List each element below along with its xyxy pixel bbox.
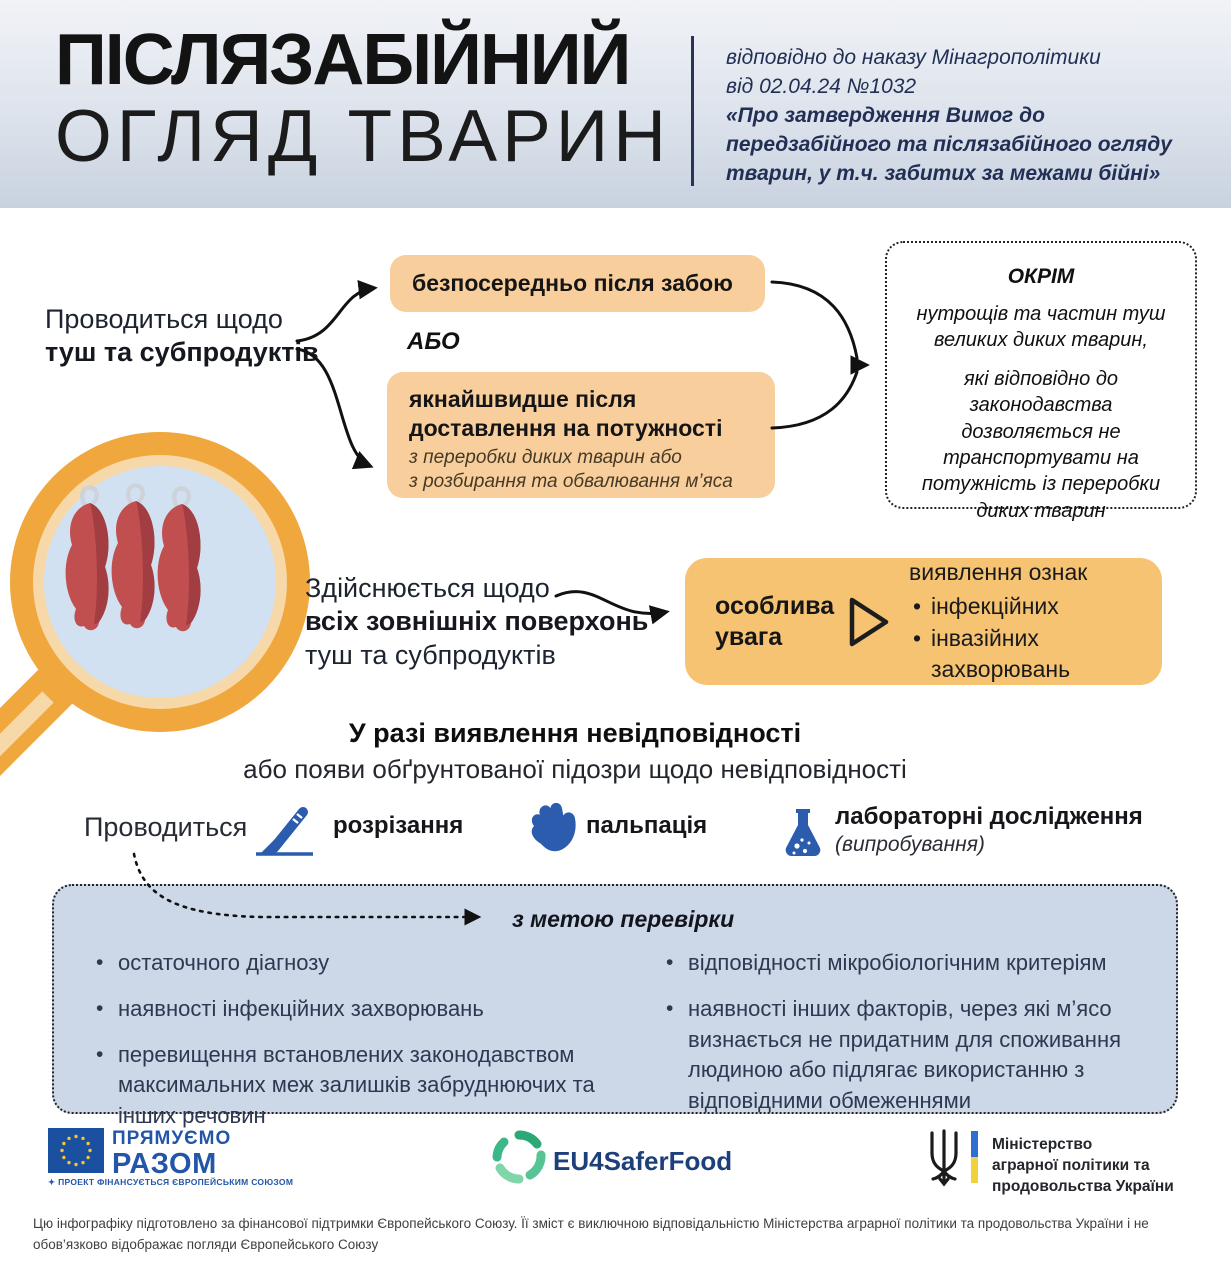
signs-title: виявлення ознак xyxy=(909,559,1088,586)
purpose-box xyxy=(52,884,1178,1129)
scope-lead-line2: туш та субпродуктів xyxy=(45,337,319,368)
special-attention-label-line2: увага xyxy=(715,622,783,651)
eu4saferfood-swirl-icon xyxy=(492,1130,546,1184)
purpose-item: • наявності інших факторів, через які м’ясо визнається не придатним для споживання людиною або підлягає використанню з відповідними обмеженнями xyxy=(662,994,1168,1117)
legal-reference xyxy=(726,44,1191,189)
disclaimer-text: Цю інфографіку підготовлено за фінансової підтримки Європейського Союзу. Її зміст є виключною відповідальністю Міністерства аграрної політики та продовольства України і не обов’язково відображає погляди Європейського Союзу xyxy=(33,1216,1149,1252)
header-band xyxy=(0,0,1231,208)
eu-logo-text-line1: ПРЯМУЄМО xyxy=(112,1128,232,1149)
hand-icon xyxy=(527,799,581,857)
flask-icon xyxy=(780,806,826,864)
ministry-logo-text-line3: продовольства України xyxy=(992,1178,1174,1196)
ministry-logo-text-line1: Міністерство xyxy=(992,1136,1093,1153)
purpose-item: • наявності інфекційних захворювань xyxy=(92,994,612,1025)
surfaces-lead-line1: Здійснюється щодо xyxy=(305,573,550,603)
surfaces-lead-line2: всіх зовнішніх поверхонь xyxy=(305,606,649,637)
method-label-palpation: пальпація xyxy=(586,812,708,839)
ministry-flag-bar-yellow xyxy=(971,1157,978,1183)
surfaces-lead xyxy=(305,572,648,672)
purpose-item: • остаточного діагнозу xyxy=(92,948,612,979)
purpose-item: • відповідності мікробіологічним критеріям xyxy=(662,948,1168,979)
page-title-line2: ОГЛЯД ТВАРИН xyxy=(55,96,671,178)
signs-item: • інвазійних захворювань xyxy=(909,623,1144,686)
exception-text-line1: нутрощів та частин туш великих диких тварин, xyxy=(916,303,1166,352)
eu-logo-text-line2: РАЗОМ xyxy=(112,1147,217,1180)
eu-logo-text xyxy=(112,1129,231,1179)
special-attention-box xyxy=(685,558,1162,685)
or-label: АБО xyxy=(407,328,460,355)
option-asap-title-line1: якнайшвидше після xyxy=(409,386,637,412)
arrow-merge-top xyxy=(772,282,857,358)
scalpel-icon xyxy=(250,798,320,860)
noncompliance-heading-bold: У разі виявлення невідповідності xyxy=(348,718,802,748)
carcass-icon xyxy=(66,485,201,631)
noncompliance-heading xyxy=(0,718,1150,785)
page-title-line1: ПІСЛЯЗАБІЙНИЙ xyxy=(55,20,630,100)
eu-tagline: ✦ ПРОЕКТ ФІНАНСУЄТЬСЯ ЄВРОПЕЙСЬКИМ СОЮЗОМ xyxy=(48,1177,294,1187)
scope-lead-line1: Проводиться щодо xyxy=(45,304,283,334)
arrow-merge-bottom xyxy=(772,372,857,428)
special-attention-label-line1: особлива xyxy=(715,592,835,620)
exception-title: ОКРІМ xyxy=(1007,265,1075,288)
legal-reference-line1: відповідно до наказу Мінагрополітики xyxy=(726,46,1101,69)
trident-icon xyxy=(925,1127,963,1187)
surfaces-lead-line3: туш та субпродуктів xyxy=(305,639,556,670)
ministry-logo-text-line2: аграрної політики та xyxy=(992,1157,1150,1175)
option-asap-title-line2: доставлення на потужності xyxy=(409,414,723,441)
option-box-asap xyxy=(387,372,775,498)
page-title xyxy=(55,22,671,176)
methods-lead: Проводиться xyxy=(84,812,248,842)
header-divider xyxy=(691,36,694,186)
special-attention-content xyxy=(909,557,1144,686)
method-label-lab xyxy=(835,803,1143,857)
method-label-lab-title: лабораторні дослідження xyxy=(835,803,1143,830)
ministry-flag-bar-blue xyxy=(971,1131,978,1157)
legal-reference-line2: від 02.04.24 №1032 xyxy=(726,74,917,98)
triangle-pointer-icon xyxy=(845,594,893,650)
ministry-logo-text xyxy=(992,1134,1174,1197)
option-box-immediately-label: безпосередньо після забою xyxy=(412,270,733,296)
eu4saferfood-logo-text: EU4SaferFood xyxy=(553,1146,733,1176)
noncompliance-heading-note: або появи обґрунтованої підозри щодо невідповідності xyxy=(243,754,907,784)
exception-box xyxy=(885,241,1197,522)
purpose-item: • перевищення встановлених законодавством максимальних меж залишків забруднюючих та інших речовин xyxy=(92,1040,612,1132)
signs-item: • інфекційних xyxy=(909,591,1144,623)
option-asap-note xyxy=(409,446,775,495)
method-label-incision: розрізання xyxy=(333,812,464,839)
special-attention-label xyxy=(715,591,841,652)
option-asap-note-line2: з розбирання та обвалювання м’яса xyxy=(409,471,733,493)
eu-flag-icon xyxy=(48,1128,104,1173)
method-label-lab-note: (випробування) xyxy=(835,833,985,856)
purpose-title: з метою перевірки xyxy=(512,906,735,932)
legal-reference-quote: «Про затвердження Вимог до передзабійного та післязабійного огляду тварин, у т.ч. забитих за межами бійні» xyxy=(726,103,1172,185)
option-box-immediately xyxy=(390,255,765,312)
scope-lead xyxy=(45,303,319,370)
exception-text-line2: які відповідно до законодавства дозволяється не транспортувати на потужність із переробки диких тварин xyxy=(921,367,1161,522)
option-asap-note-line1: з переробки диких тварин або xyxy=(409,447,682,469)
